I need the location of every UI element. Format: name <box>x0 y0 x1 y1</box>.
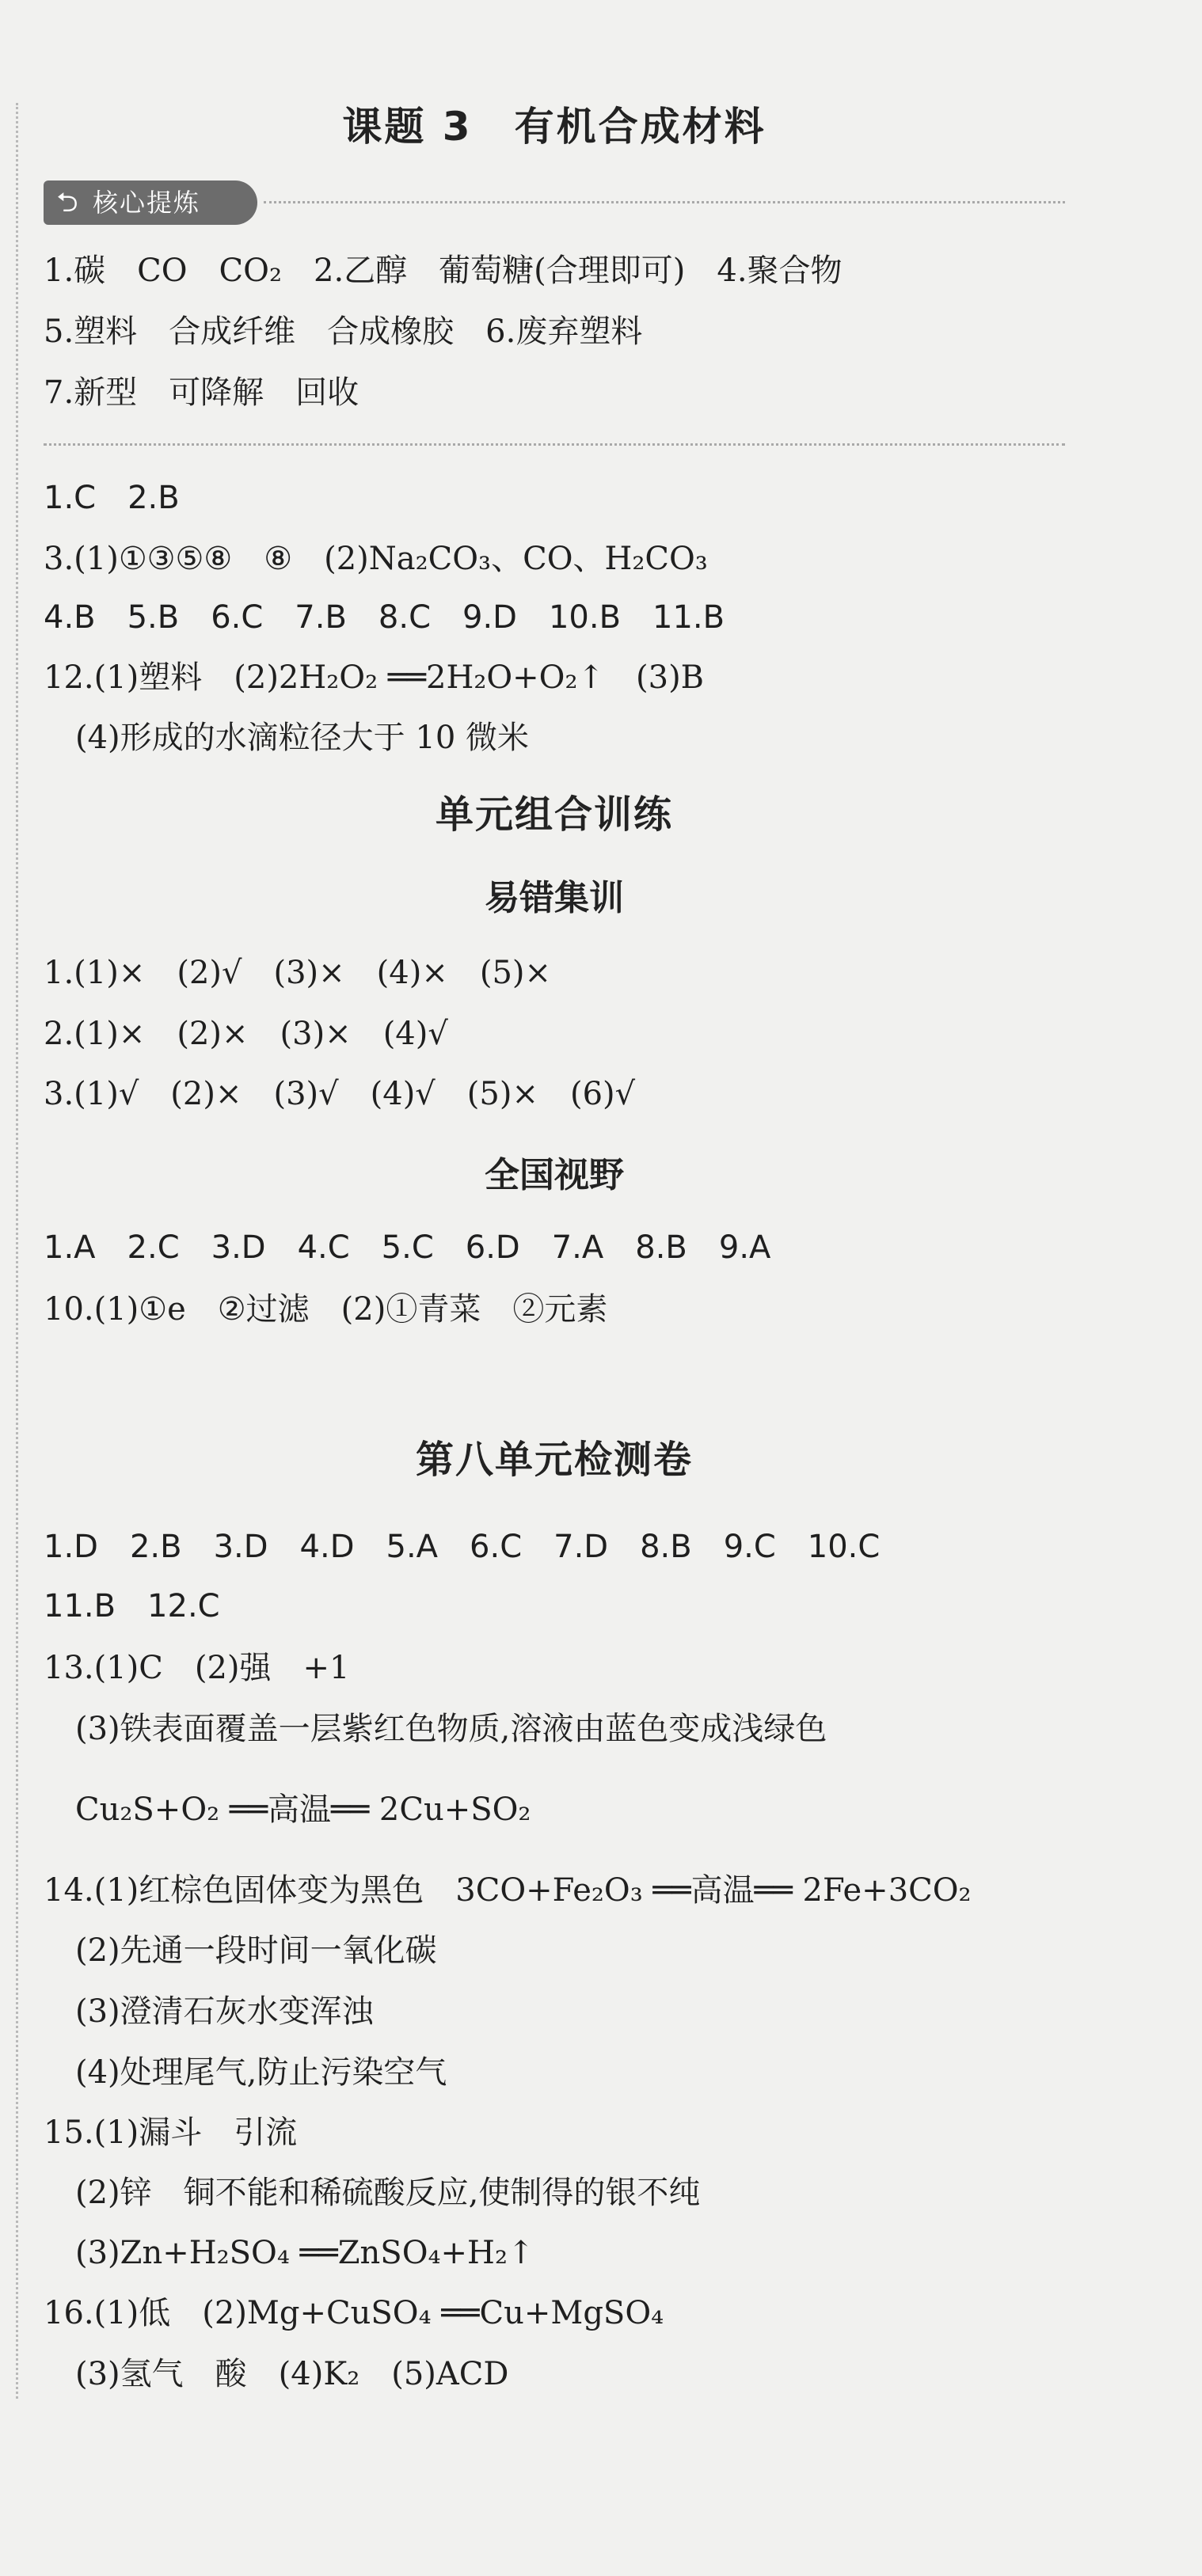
easy-line: 2.(1)× (2)× (3)× (4)√ <box>44 1016 448 1052</box>
test-line: 15.(1)漏斗 引流 <box>44 2114 298 2151</box>
national-line: 10.(1)①e ②过滤 (2)①青菜 ②元素 <box>44 1291 608 1328</box>
test-line: 13.(1)C (2)强 +1 <box>44 1650 350 1686</box>
unit-title: 单元组合训练 <box>435 792 673 837</box>
section-divider <box>44 443 1065 446</box>
test-line: (2)先通一段时间一氧化碳 <box>44 1932 437 1969</box>
return-arrow-icon: ⮌ <box>56 187 78 218</box>
test-line: 1.D 2.B 3.D 4.D 5.A 6.C 7.D 8.B 9.C 10.C <box>44 1529 881 1565</box>
easy-line: 3.(1)√ (2)× (3)√ (4)√ (5)× (6)√ <box>44 1076 636 1112</box>
lesson-title: 课题 3 有机合成材料 <box>342 104 766 150</box>
test-line: Cu₂S+O₂ ══高温══ 2Cu+SO₂ <box>44 1791 531 1828</box>
core-summary-header <box>44 180 1065 228</box>
margin-dotted-line <box>16 103 18 2399</box>
test-line: (3)澄清石灰水变浑浊 <box>44 1993 374 2030</box>
test-title: 第八单元检测卷 <box>415 1438 693 1482</box>
national-view-title: 全国视野 <box>485 1155 624 1195</box>
test-line: 16.(1)低 (2)Mg+CuSO₄ ══Cu+MgSO₄ <box>44 2295 664 2331</box>
test-line: 14.(1)红棕色固体变为黑色 3CO+Fe₂O₃ ══高温══ 2Fe+3CO₂ <box>44 1872 972 1909</box>
core-summary-badge <box>44 180 257 225</box>
test-line: 11.B 12.C <box>44 1588 220 1624</box>
badge-label: 核心提炼 <box>93 188 201 218</box>
core-line: 5.塑料 合成纤维 合成橡胶 6.废弃塑料 <box>44 313 643 350</box>
test-line: (3)氢气 酸 (4)K₂ (5)ACD <box>44 2356 509 2392</box>
core-line: 7.新型 可降解 回收 <box>44 374 359 411</box>
test-line: (2)锌 铜不能和稀硫酸反应,使制得的银不纯 <box>44 2175 701 2211</box>
answer-line: (4)形成的水滴粒径大于 10 微米 <box>44 720 529 756</box>
easy-mistakes-title: 易错集训 <box>485 878 624 918</box>
answer-line: 12.(1)塑料 (2)2H₂O₂ ══2H₂O+O₂↑ (3)B <box>44 659 705 696</box>
header-dotted-rule <box>264 201 1065 203</box>
answer-line: 3.(1)①③⑤⑧ ⑧ (2)Na₂CO₃、CO、H₂CO₃ <box>44 541 708 577</box>
answer-line: 4.B 5.B 6.C 7.B 8.C 9.D 10.B 11.B <box>44 599 725 636</box>
easy-line: 1.(1)× (2)√ (3)× (4)× (5)× <box>44 955 552 991</box>
test-line: (4)处理尾气,防止污染空气 <box>44 2054 447 2091</box>
test-line: (3)Zn+H₂SO₄ ══ZnSO₄+H₂↑ <box>44 2235 534 2271</box>
test-line: (3)铁表面覆盖一层紫红色物质,溶液由蓝色变成浅绿色 <box>44 1711 827 1747</box>
answer-line: 1.C 2.B <box>44 480 180 516</box>
national-line: 1.A 2.C 3.D 4.C 5.C 6.D 7.A 8.B 9.A <box>44 1229 771 1266</box>
core-line: 1.碳 CO CO₂ 2.乙醇 葡萄糖(合理即可) 4.聚合物 <box>44 253 843 289</box>
